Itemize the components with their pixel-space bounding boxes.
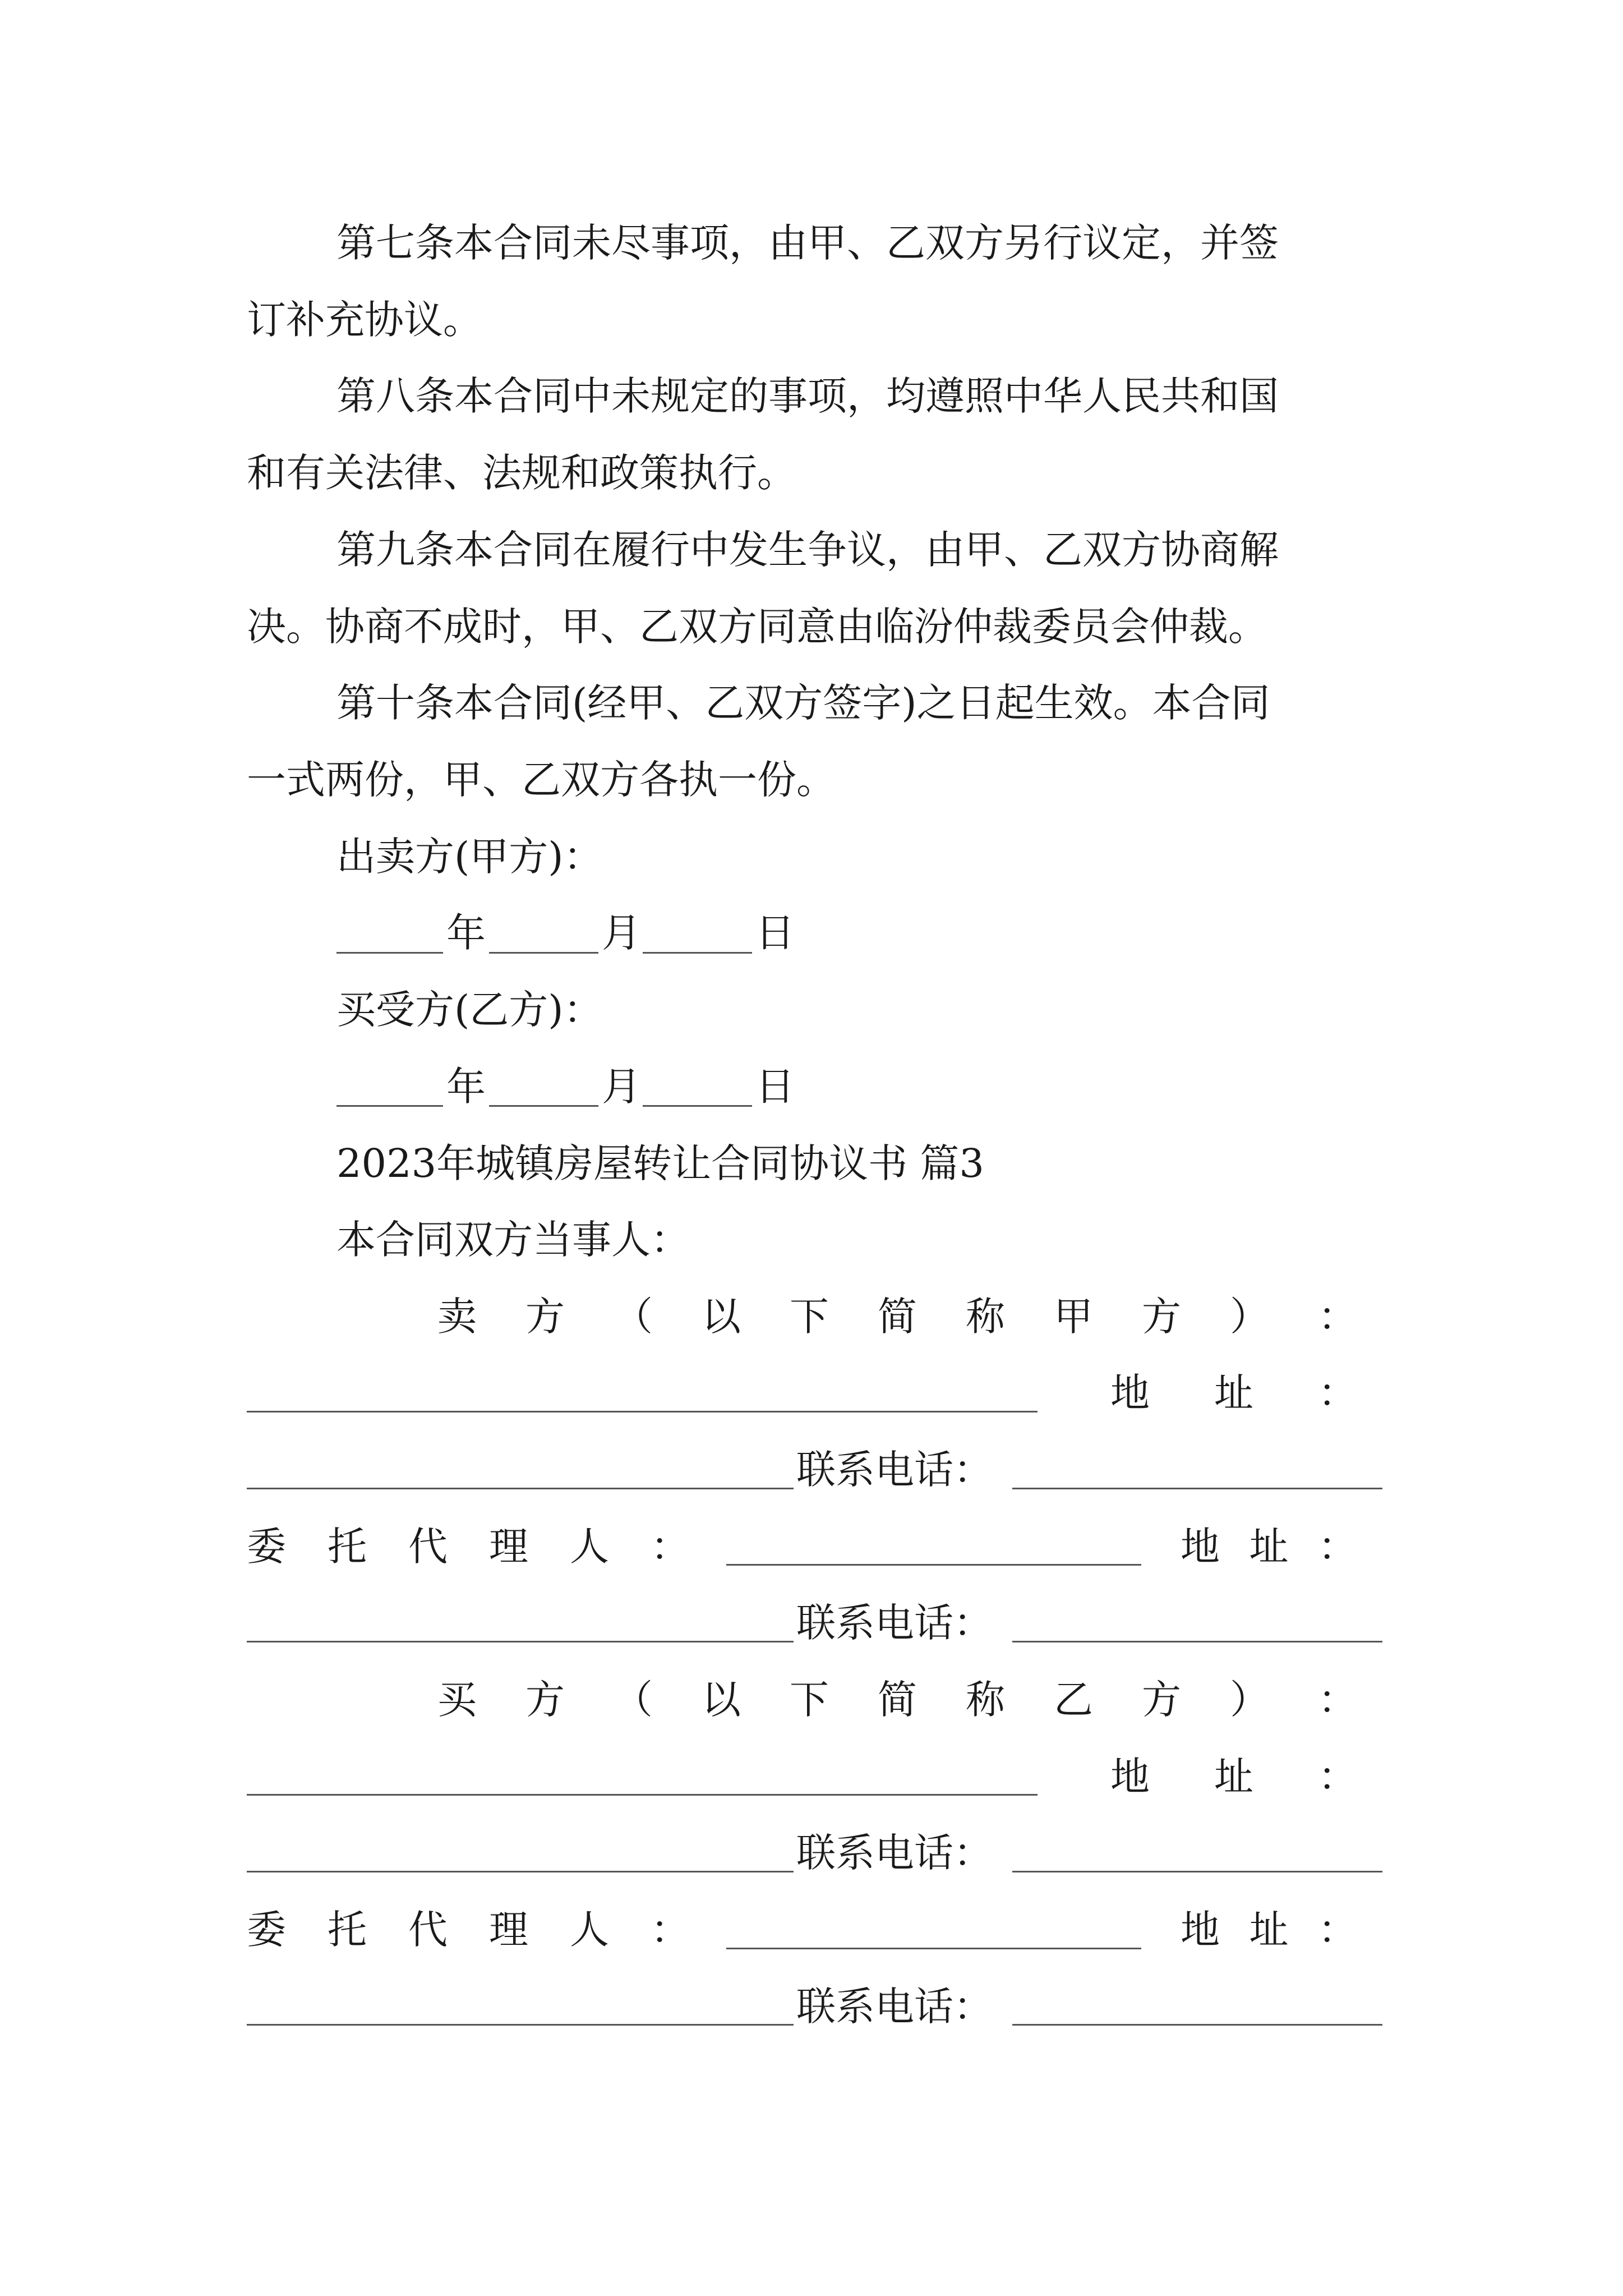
seller-heading-char: 甲 <box>1054 1294 1093 1340</box>
seller-heading-char: 以 <box>702 1294 741 1340</box>
agent-label-char: ： <box>651 1524 690 1570</box>
buyer-agent-address-blank <box>247 2024 794 2026</box>
seller-name-blank <box>247 1411 1038 1412</box>
address-label-char: 地 <box>1181 1907 1220 1953</box>
article-9-line-2: 决。协商不成时，甲、乙双方同意由临汾仲裁委员会仲裁。 <box>247 604 1267 650</box>
buyer-heading-char: 乙 <box>1054 1677 1093 1723</box>
agent-label-char: ： <box>651 1907 690 1953</box>
agent-label-char: 理 <box>489 1907 528 1953</box>
address-label-char: ： <box>1318 1370 1357 1416</box>
agent-label-char: 代 <box>408 1907 448 1953</box>
seller-heading <box>437 1294 1357 1340</box>
buyer-agent-phone-label: 联系电话： <box>796 1984 993 2030</box>
address-label-char: ： <box>1318 1754 1357 1800</box>
buyer-heading-char: ） <box>1230 1677 1269 1723</box>
buyer-year-blank <box>336 1105 443 1107</box>
buyer-day-blank <box>643 1105 752 1107</box>
seller-day-label: 日 <box>755 910 795 956</box>
buyer-phone-label: 联系电话： <box>796 1830 993 1876</box>
parties-intro: 本合同双方当事人： <box>336 1217 690 1263</box>
seller-year-blank <box>336 952 443 954</box>
seller-agent-address-blank <box>247 1641 794 1642</box>
article-8-line-1: 第八条本合同中未规定的事项，均遵照中华人民共和国 <box>336 373 1279 419</box>
buyer-address-label <box>1110 1754 1357 1800</box>
address-label-char: 址 <box>1249 1524 1289 1570</box>
buyer-agent-blank <box>726 1948 1141 1949</box>
seller-agent-label <box>247 1524 690 1570</box>
seller-day-blank <box>643 952 752 954</box>
seller-agent-phone-label: 联系电话： <box>796 1600 993 1646</box>
seller-agent-blank <box>726 1564 1141 1566</box>
address-label-char: ： <box>1318 1524 1357 1570</box>
article-8-line-2: 和有关法律、法规和政策执行。 <box>247 450 796 496</box>
buyer-phone-blank <box>1012 1871 1382 1872</box>
seller-heading-char: 下 <box>790 1294 829 1340</box>
seller-phone-label: 联系电话： <box>796 1447 993 1493</box>
agent-label-char: 理 <box>489 1524 528 1570</box>
section-title: 2023年城镇房屋转让合同协议书 篇3 <box>336 1140 984 1186</box>
buyer-heading-char: 方 <box>1142 1677 1181 1723</box>
address-label-char: 地 <box>1110 1370 1150 1416</box>
agent-label-char: 人 <box>570 1524 609 1570</box>
buyer-heading-char: 称 <box>966 1677 1005 1723</box>
article-7-line-1: 第七条本合同未尽事项，由甲、乙双方另行议定，并签 <box>336 220 1279 266</box>
address-label-char: 地 <box>1181 1524 1220 1570</box>
agent-label-char: 委 <box>247 1524 286 1570</box>
seller-year-label: 年 <box>446 910 486 956</box>
buyer-month-label: 月 <box>602 1064 641 1110</box>
address-label-char: 址 <box>1214 1370 1253 1416</box>
buyer-month-blank <box>489 1105 598 1107</box>
buyer-heading-char: 买 <box>437 1677 477 1723</box>
buyer-agent-label <box>247 1907 690 1953</box>
buyer-agent-address-label <box>1181 1907 1357 1953</box>
seller-heading-char: （ <box>614 1294 653 1340</box>
seller-address-label <box>1110 1370 1357 1416</box>
article-9-line-1: 第九条本合同在履行中发生争议，由甲、乙双方协商解 <box>336 527 1279 573</box>
buyer-name-blank <box>247 1794 1038 1796</box>
article-7-line-2: 订补充协议。 <box>247 297 482 343</box>
buyer-heading-char: 以 <box>702 1677 741 1723</box>
article-10-line-2: 一式两份，甲、乙双方各执一份。 <box>247 757 836 803</box>
agent-label-char: 托 <box>328 1524 367 1570</box>
seller-phone-blank <box>1012 1488 1382 1489</box>
buyer-address-blank <box>247 1871 794 1872</box>
agent-label-char: 代 <box>408 1524 448 1570</box>
seller-heading-char: 称 <box>966 1294 1005 1340</box>
buyer-heading-char: （ <box>614 1677 653 1723</box>
buyer-heading-char: 简 <box>878 1677 917 1723</box>
agent-label-char: 委 <box>247 1907 286 1953</box>
buyer-day-label: 日 <box>755 1064 795 1110</box>
buyer-heading-char: 方 <box>525 1677 565 1723</box>
buyer-heading-char: 下 <box>790 1677 829 1723</box>
seller-heading-char: 方 <box>1142 1294 1181 1340</box>
seller-month-blank <box>489 952 598 954</box>
agent-label-char: 人 <box>570 1907 609 1953</box>
address-label-char: 址 <box>1249 1907 1289 1953</box>
seller-address-blank <box>247 1488 794 1489</box>
address-label-char: 址 <box>1214 1754 1253 1800</box>
buyer-agent-phone-blank <box>1012 2024 1382 2026</box>
seller-agent-phone-blank <box>1012 1641 1382 1642</box>
buyer-year-label: 年 <box>446 1064 486 1110</box>
seller-heading-char: 方 <box>525 1294 565 1340</box>
buyer-label: 买受方(乙方)： <box>336 987 603 1033</box>
seller-heading-char: ： <box>1318 1294 1357 1340</box>
buyer-heading-char: ： <box>1318 1677 1357 1723</box>
seller-agent-address-label <box>1181 1524 1357 1570</box>
address-label-char: ： <box>1318 1907 1357 1953</box>
seller-heading-char: ） <box>1230 1294 1269 1340</box>
address-label-char: 地 <box>1110 1754 1150 1800</box>
buyer-heading <box>437 1677 1357 1723</box>
article-10-line-1: 第十条本合同(经甲、乙双方签字)之日起生效。本合同 <box>336 680 1270 726</box>
seller-heading-char: 简 <box>878 1294 917 1340</box>
seller-month-label: 月 <box>602 910 641 956</box>
seller-heading-char: 卖 <box>437 1294 477 1340</box>
agent-label-char: 托 <box>328 1907 367 1953</box>
seller-label: 出卖方(甲方)： <box>336 834 603 880</box>
